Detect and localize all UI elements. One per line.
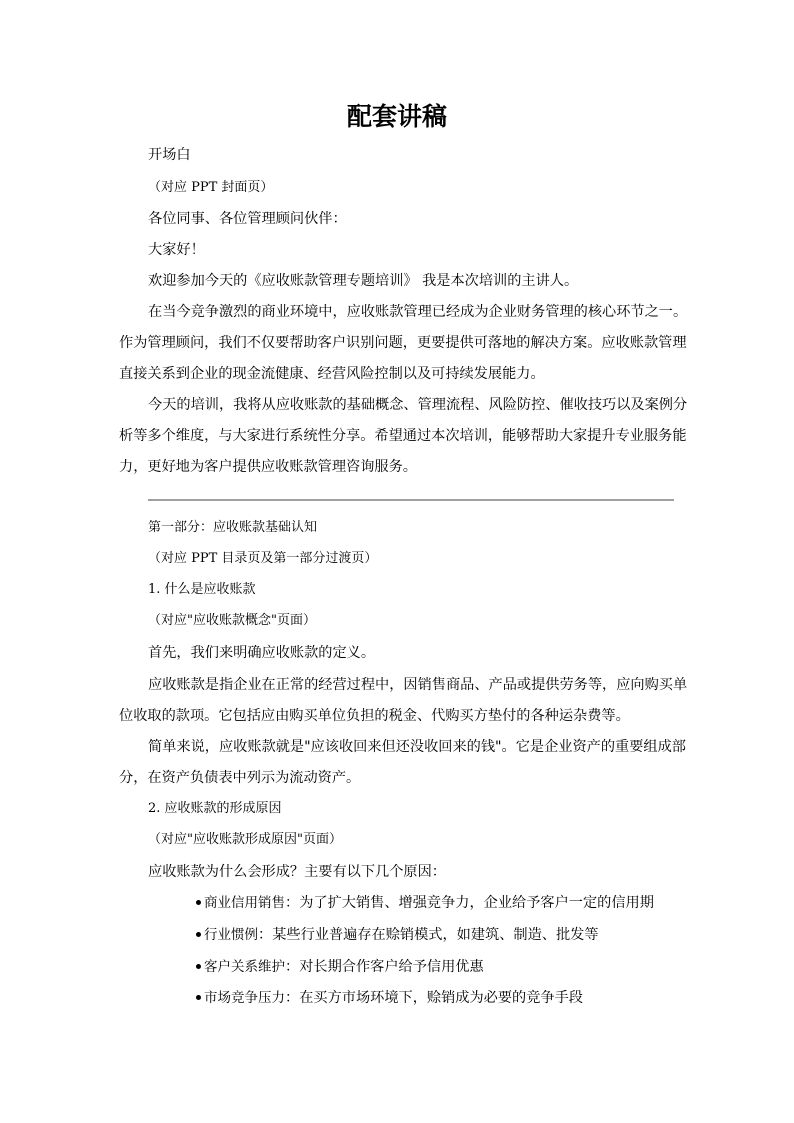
opening-heading: 开场白: [148, 147, 191, 163]
greeting: 各位同事、各位管理顾问伙伴：: [148, 211, 347, 227]
section1-heading: 1. 什么是应收账款: [148, 582, 256, 597]
bullet-icon: [196, 900, 201, 905]
list-item: 市场竞争压力：在买方市场环境下，赊销成为必要的竞争手段: [196, 988, 583, 1008]
paragraph-line: 作为管理顾问，我们不仅要帮助客户识别问题，更要提供可落地的解决方案。应收账款管理: [119, 335, 687, 351]
paragraph-line: 分，在资产负债表中列示为流动资产。: [119, 770, 361, 786]
welcome-text: 欢迎参加今天的《应收账款管理专题培训》 我是本次培训的主讲人。: [148, 273, 579, 289]
section1-slide-ref: （对应"应收账款概念"页面）: [148, 613, 316, 628]
opening-slide-ref: （对应 PPT 封面页）: [148, 180, 274, 195]
list-item: 客户关系维护：对长期合作客户给予信用优惠: [196, 957, 484, 977]
bullet-icon: [196, 964, 201, 969]
bullet-icon: [196, 995, 201, 1000]
section2-slide-ref: （对应"应收账款形成原因"页面）: [148, 832, 342, 847]
section1-intro: 首先，我们来明确应收账款的定义。: [148, 645, 376, 661]
paragraph-line: 简单来说，应收账款就是"应该收回来但还没收回来的钱"。它是企业资产的重要组成部: [148, 739, 686, 755]
section-divider: [148, 499, 674, 501]
paragraph-line: 析等多个维度，与大家进行系统性分享。希望通过本次培训，能够帮助大家提升专业服务能: [119, 428, 687, 444]
list-item: 行业惯例：某些行业普遍存在赊销模式，如建筑、制造、批发等: [196, 925, 599, 945]
list-item: 商业信用销售：为了扩大销售、增强竞争力，企业给予客户一定的信用期: [196, 893, 654, 913]
section2-heading: 2. 应收账款的形成原因: [148, 801, 282, 816]
bullet-icon: [196, 932, 201, 937]
hello: 大家好！: [148, 242, 205, 258]
document-title: 配套讲稿: [346, 102, 447, 131]
paragraph-line: 在当今竞争激烈的商业环境中，应收账款管理已经成为企业财务管理的核心环节之一。: [148, 304, 688, 320]
paragraph-line: 今天的培训，我将从应收账款的基础概念、管理流程、风险防控、催收技巧以及案例分: [148, 397, 688, 413]
section2-intro: 应收账款为什么会形成？主要有以下几个原因：: [148, 864, 446, 880]
part1-slide-ref: （对应 PPT 目录页及第一部分过渡页）: [148, 551, 378, 566]
paragraph-line: 力，更好地为客户提供应收账款管理咨询服务。: [119, 459, 417, 475]
paragraph-line: 直接关系到企业的现金流健康、经营风险控制以及可持续发展能力。: [119, 366, 545, 382]
part1-heading: 第一部分：应收账款基础认知: [148, 520, 318, 535]
paragraph-line: 应收账款是指企业在正常的经营过程中，因销售商品、产品或提供劳务等，应向购买单: [148, 677, 688, 693]
paragraph-line: 位收取的款项。它包括应由购买单位负担的税金、代购买方垫付的各种运杂费等。: [119, 708, 630, 724]
